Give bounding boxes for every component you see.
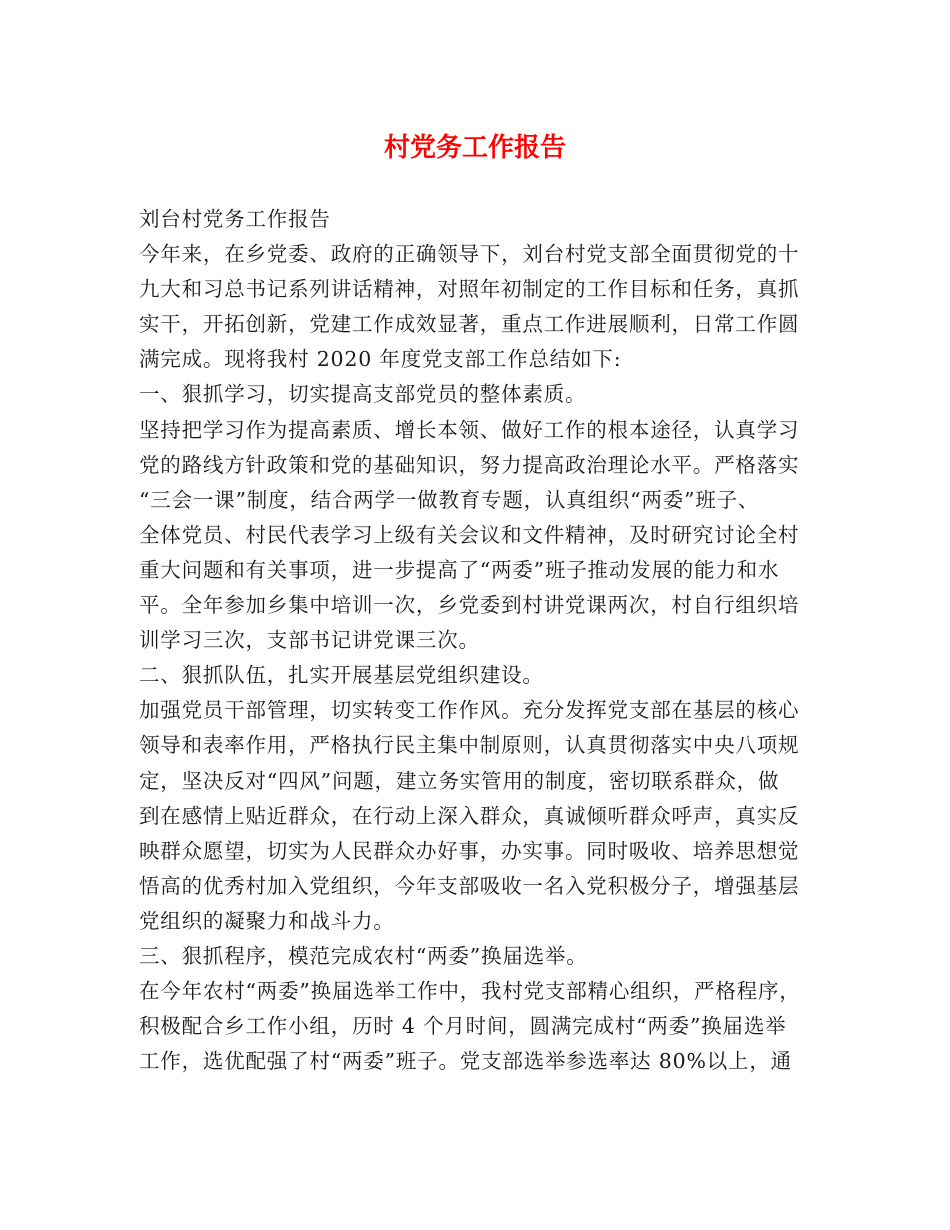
body-line: “三会一课”制度，结合两学一做教育专题，认真组织“两委”班子、 — [139, 487, 760, 512]
body-line: 到在感情上贴近群众，在行动上深入群众，真诚倾听群众呼声，真实反 — [139, 803, 800, 828]
body-line: 映群众愿望，切实为人民群众办好事，办实事。同时吸收、培养思想觉 — [139, 838, 800, 863]
body-line: 重大问题和有关事项，进一步提高了“两委”班子推动发展的能力和水 — [139, 557, 780, 582]
section-heading-1: 一、狠抓学习，切实提高支部党员的整体素质。 — [139, 382, 587, 407]
body-line: 满完成。现将我村 2020 年度党支部工作总结如下: — [139, 347, 622, 372]
section-heading-2: 二、狠抓队伍，扎实开展基层党组织建设。 — [139, 663, 544, 688]
section-heading-3: 三、狠抓程序，模范完成农村“两委”换届选举。 — [139, 943, 588, 968]
body-line: 实干，开拓创新，党建工作成效显著，重点工作进展顺利，日常工作圆 — [139, 312, 800, 337]
body-line: 工作，选优配强了村“两委”班子。党支部选举参选率达 80%以上，通 — [139, 1049, 792, 1074]
body-line: 在今年农村“两委”换届选举工作中，我村党支部精心组织，严格程序， — [139, 979, 801, 1004]
body-line: 定，坚决反对“四风”问题，建立务实管用的制度，密切联系群众，做 — [139, 768, 780, 793]
body-line: 坚持把学习作为提高素质、增长本领、做好工作的根本途径，认真学习 — [139, 417, 800, 442]
body-line: 平。全年参加乡集中培训一次，乡党委到村讲党课两次，村自行组织培 — [139, 593, 800, 618]
body-line: 加强党员干部管理，切实转变工作作风。充分发挥党支部在基层的核心 — [139, 698, 800, 723]
body-line: 全体党员、村民代表学习上级有关会议和文件精神，及时研究讨论全村 — [139, 522, 800, 547]
body-line: 训学习三次，支部书记讲党课三次。 — [139, 628, 480, 653]
body-line: 党组织的凝聚力和战斗力。 — [139, 908, 395, 933]
body-line: 积极配合乡工作小组，历时 4 个月时间，圆满完成村“两委”换届选举 — [139, 1014, 787, 1039]
body-line: 九大和习总书记系列讲话精神，对照年初制定的工作目标和任务，真抓 — [139, 277, 800, 302]
body-line: 悟高的优秀村加入党组织，今年支部吸收一名入党积极分子，增强基层 — [139, 873, 800, 898]
document-title: 村党务工作报告 — [383, 133, 566, 163]
body-line: 党的路线方针政策和党的基础知识，努力提高政治理论水平。严格落实 — [139, 452, 800, 477]
body-line: 领导和表率作用，严格执行民主集中制原则，认真贯彻落实中央八项规 — [139, 733, 800, 758]
body-line: 刘台村党务工作报告 — [139, 207, 331, 231]
body-line: 今年来，在乡党委、政府的正确领导下，刘台村党支部全面贯彻党的十 — [139, 242, 800, 267]
document-body — [139, 202, 829, 1079]
